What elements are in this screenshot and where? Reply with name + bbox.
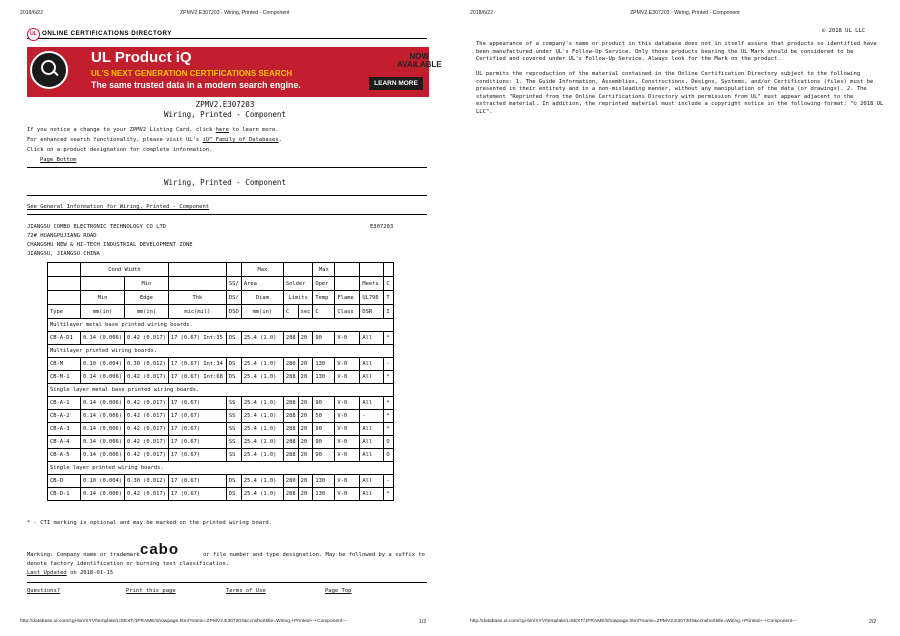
table-row xyxy=(48,488,394,501)
enhanced-post: . xyxy=(278,137,282,143)
disclaimer-line: been manufactured under UL's Follow-Up Service. Only those products bearing the UL Mark should be considered to be xyxy=(476,48,854,55)
learn-more-button[interactable]: LEARN MORE xyxy=(369,77,423,90)
table-cell: 288 xyxy=(283,410,298,423)
section-title: Multilayer metal base printed wiring boards. xyxy=(48,319,394,332)
header-cell xyxy=(384,263,394,277)
table-cell: 17 (0.67) xyxy=(168,410,226,423)
section-title: Single layer metal base printed wiring boards. xyxy=(48,384,394,397)
header-cell: SS/ xyxy=(226,277,241,291)
table-cell: 17 (0.67) Int:34 xyxy=(168,358,226,371)
magnifier-icon xyxy=(30,51,68,89)
banner-title: UL Product iQ xyxy=(91,49,192,66)
header-cell xyxy=(360,263,384,277)
table-cell: 280 xyxy=(283,475,298,488)
table-cell: 25.4 (1.0) xyxy=(241,397,283,410)
header-date: 2018/6/22 xyxy=(470,10,494,16)
header-cell: Thk xyxy=(168,291,226,305)
intro-post: to learn more. xyxy=(232,127,279,133)
enhanced-text: For enhanced search functionality, please visit UL's xyxy=(27,137,200,143)
table-cell: All xyxy=(360,397,384,410)
header-cell: Flame xyxy=(335,291,360,305)
table-cell: 25.4 (1.0) xyxy=(241,488,283,501)
table-cell: * xyxy=(384,371,394,384)
table-cell: - xyxy=(384,358,394,371)
table-cell: 0.10 (0.004) xyxy=(81,358,125,371)
company-name: JIANGSU COMBO ELECTRONIC TECHNOLOGY CO LTD xyxy=(27,224,167,230)
banner-now: NOW xyxy=(409,52,430,61)
table-cell: 0.14 (0.006) xyxy=(81,449,125,462)
table-cell: 288 xyxy=(283,436,298,449)
table-cell: V-0 xyxy=(335,410,360,423)
table-cell: 0.42 (0.017) xyxy=(124,397,168,410)
table-cell: All xyxy=(360,475,384,488)
header-cell: Max xyxy=(241,263,283,277)
questions-link[interactable]: Questions? xyxy=(27,588,61,594)
table-row xyxy=(48,436,394,449)
table-header-row xyxy=(48,263,394,277)
copyright: © 2018 UL LLC xyxy=(822,28,866,34)
header-cell: Area xyxy=(241,277,283,291)
reproduction-line: presented in their entirety and in a non-misleading manner, without any manipulation of the data (or drawings). 2. The xyxy=(476,86,867,93)
table-cell: DS xyxy=(226,488,241,501)
iq-databases-link[interactable]: iQ™ Family of Databases xyxy=(202,137,279,143)
table-cell: All xyxy=(360,371,384,384)
table-cell: 130 xyxy=(313,475,335,488)
table-cell: 17 (0.67) xyxy=(168,488,226,501)
table-cell: 280 xyxy=(283,358,298,371)
table-cell: 0.42 (0.017) xyxy=(124,423,168,436)
table-row xyxy=(48,449,394,462)
reproduction-line: extracted material. In addition, the reprinted material must include a copyright notice in the following format: "© 2018 UL xyxy=(476,101,884,108)
footer-url: http://database.ul.com/cgi-bin/XYV/template/LISEXT/1FRAME/showpage.html?name=ZPMV2.E307203&ccnshorttitle=Wiring,+Printed+-+Component--- xyxy=(470,619,798,624)
file-number: E307203 xyxy=(370,224,394,230)
table-cell: 17 (0.67) xyxy=(168,449,226,462)
table-cell: - xyxy=(360,410,384,423)
header-cell: C xyxy=(384,277,394,291)
intro-text: If you notice a change to your ZPMV2 Listing Card, click xyxy=(27,127,213,133)
table-cell: 25.4 (1.0) xyxy=(241,475,283,488)
header-cell: Oper xyxy=(313,277,335,291)
table-cell: All xyxy=(360,423,384,436)
header-title: ZPMV2.E307203 - Wiring, Printed - Component xyxy=(180,10,290,16)
divider xyxy=(27,167,427,168)
table-cell: 20 xyxy=(298,332,313,345)
header-cell xyxy=(48,277,81,291)
table-cell: All xyxy=(360,358,384,371)
header-cell: UL796 xyxy=(360,291,384,305)
header-cell: Cond Width xyxy=(81,263,169,277)
header-cell xyxy=(226,263,241,277)
header-cell: Diam xyxy=(241,291,283,305)
table-cell: 17 (0.67) xyxy=(168,423,226,436)
table-cell: 288 xyxy=(283,332,298,345)
product-type-link[interactable]: CB-A-4 xyxy=(48,436,81,449)
table-header-row xyxy=(48,277,394,291)
page-top-link[interactable]: Page Top xyxy=(325,588,352,594)
table-cell: V-0 xyxy=(335,436,360,449)
header-cell xyxy=(283,263,313,277)
header-cell: Edge xyxy=(124,291,168,305)
table-cell: 17 (0.67) xyxy=(168,436,226,449)
banner-now-available xyxy=(397,53,442,69)
footer-url: http://database.ul.com/cgi-bin/XYV/template/LISEXT/1FRAME/showpage.html?name=ZPMV2.E307203&ccnshorttitle=Wiring,+Printed+-+Component--- xyxy=(20,619,348,624)
table-cell: DS xyxy=(226,358,241,371)
table-cell: 0.10 (0.004) xyxy=(81,475,125,488)
disclaimer-line: Certified and covered under UL's Follow-Up Service. Always look for the Mark on the product. xyxy=(476,56,781,63)
marking-line xyxy=(27,552,140,558)
header-cell xyxy=(168,277,226,291)
print-page-link[interactable]: Print this page xyxy=(126,588,176,594)
table-cell: V-0 xyxy=(335,475,360,488)
banner-available: AVAILABLE xyxy=(397,60,442,69)
table-cell: - xyxy=(384,475,394,488)
table-cell: 0.14 (0.006) xyxy=(81,332,125,345)
product-iq-banner[interactable] xyxy=(27,47,442,97)
header-cell: DS/ xyxy=(226,291,241,305)
click-instruction: Click on a product designation for complete information. xyxy=(27,147,213,153)
table-cell: 0.42 (0.017) xyxy=(124,436,168,449)
table-cell: 17 (0.67) Int:35 xyxy=(168,332,226,345)
table-cell: 288 xyxy=(283,423,298,436)
intro-line xyxy=(27,127,279,133)
table-cell: DS xyxy=(226,475,241,488)
header-cell xyxy=(335,277,360,291)
table-cell: 20 xyxy=(298,436,313,449)
header-cell: mm(in) xyxy=(241,305,283,319)
product-type-link[interactable]: CB-A-2 xyxy=(48,410,81,423)
table-cell: 17 (0.67) Int:68 xyxy=(168,371,226,384)
table-cell: 90 xyxy=(313,332,335,345)
table-cell: 25.4 (1.0) xyxy=(241,410,283,423)
table-cell: SS xyxy=(226,423,241,436)
table-cell: 0.14 (0.006) xyxy=(81,423,125,436)
table-cell: All xyxy=(360,436,384,449)
table-cell: 0.14 (0.006) xyxy=(81,371,125,384)
company-address-1: 72# HUANGPUJIANG ROAD xyxy=(27,233,97,239)
header-cell: DSR xyxy=(360,305,384,319)
table-cell: O xyxy=(384,449,394,462)
table-cell: V-0 xyxy=(335,423,360,436)
table-row xyxy=(48,397,394,410)
header-cell: sec xyxy=(298,305,313,319)
general-info-link[interactable]: See General Information for Wiring, Printed - Component xyxy=(27,204,210,210)
table-cell: 130 xyxy=(313,371,335,384)
header-cell: Type xyxy=(48,305,81,319)
table-cell: 0.42 (0.017) xyxy=(124,332,168,345)
page-bottom-link[interactable]: Page Bottom xyxy=(40,157,77,163)
header-cell: Limits xyxy=(283,291,313,305)
product-type-link[interactable]: CB-A-5 xyxy=(48,449,81,462)
table-cell: 17 (0.67) xyxy=(168,397,226,410)
table-row xyxy=(48,475,394,488)
header-cell: Meets xyxy=(360,277,384,291)
table-row xyxy=(48,423,394,436)
company-address-3: JIANGSU, JIANGSU CHINA xyxy=(27,251,100,257)
table-cell: * xyxy=(384,488,394,501)
table-cell: 17 (0.67) xyxy=(168,475,226,488)
table-cell: 90 xyxy=(313,449,335,462)
section-row xyxy=(48,384,394,397)
table-cell: 288 xyxy=(283,397,298,410)
marking-post: or file number and type designation. May be followed by a suffix to xyxy=(203,552,425,558)
table-cell: * xyxy=(384,423,394,436)
table-cell: 25.4 (1.0) xyxy=(241,436,283,449)
marking-line-2: denote factory identification or burning test classification. xyxy=(27,561,229,567)
header-cell: mic(mil) xyxy=(168,305,226,319)
section-title: Single layer printed wiring boards. xyxy=(48,462,394,475)
table-cell: SS xyxy=(226,397,241,410)
table-cell: 50 xyxy=(313,410,335,423)
header-cell: Class xyxy=(335,305,360,319)
table-cell: 20 xyxy=(298,475,313,488)
table-cell: 90 xyxy=(313,423,335,436)
section-row xyxy=(48,319,394,332)
table-cell: 25.4 (1.0) xyxy=(241,358,283,371)
header-cell: Temp xyxy=(313,291,335,305)
table-cell: 25.4 (1.0) xyxy=(241,332,283,345)
reproduction-line: UL permits the reproduction of the material contained in the Online Certification Directory subject to the following xyxy=(476,71,861,77)
table-row xyxy=(48,410,394,423)
footer-page-number: 1/2 xyxy=(419,619,427,625)
table-cell: 130 xyxy=(313,358,335,371)
doc-code: ZPMV2.E307203 xyxy=(195,100,255,109)
table-cell: * xyxy=(384,332,394,345)
header-cell: T xyxy=(384,291,394,305)
banner-tagline: The same trusted data in a modern search engine. xyxy=(91,80,301,90)
table-cell: 288 xyxy=(283,371,298,384)
table-cell: 25.4 (1.0) xyxy=(241,371,283,384)
occ-header xyxy=(27,28,427,39)
divider xyxy=(27,582,427,583)
product-type-link[interactable]: CB-M xyxy=(48,358,81,371)
divider xyxy=(27,195,427,196)
table-cell: 0.30 (0.012) xyxy=(124,358,168,371)
table-header-row xyxy=(48,291,394,305)
header-cell xyxy=(81,277,125,291)
terms-of-use-link[interactable]: Terms of Use xyxy=(226,588,266,594)
table-cell: SS xyxy=(226,449,241,462)
product-type-link[interactable]: CB-M-1 xyxy=(48,371,81,384)
header-date: 2018/6/22 xyxy=(20,10,44,16)
header-cell: Max xyxy=(313,263,335,277)
section-title: Multilayer printed wiring boards. xyxy=(48,345,394,358)
table-row xyxy=(48,358,394,371)
cti-footnote: * - CTI marking is optional and may be marked on the printed wiring board. xyxy=(27,520,273,526)
product-type-link[interactable]: CB-A-1 xyxy=(48,397,81,410)
table-cell: All xyxy=(360,488,384,501)
header-title: ZPMV2.E307203 - Wiring, Printed - Component xyxy=(630,10,740,16)
divider xyxy=(27,214,427,215)
here-link[interactable]: here xyxy=(215,127,229,133)
product-type-link[interactable]: CB-A-D1 xyxy=(48,332,81,345)
table-cell: 20 xyxy=(298,371,313,384)
doc-title: Wiring, Printed - Component xyxy=(164,110,286,119)
table-cell: * xyxy=(384,397,394,410)
occ-title[interactable]: ONLINE CERTIFICATIONS DIRECTORY xyxy=(42,30,172,37)
last-updated xyxy=(27,570,113,576)
table-cell: SS xyxy=(226,436,241,449)
table-cell: 20 xyxy=(298,397,313,410)
table-cell: All xyxy=(360,332,384,345)
table-cell: 288 xyxy=(283,488,298,501)
header-cell: mm(in) xyxy=(124,305,168,319)
ul-logo-icon: UL xyxy=(27,28,40,41)
table-cell: O xyxy=(384,436,394,449)
table-cell: 20 xyxy=(298,358,313,371)
product-type-link[interactable]: CB-D xyxy=(48,475,81,488)
table-cell: 0.42 (0.017) xyxy=(124,410,168,423)
table-cell: 0.14 (0.006) xyxy=(81,488,125,501)
table-cell: 0.42 (0.017) xyxy=(124,449,168,462)
header-cell: Solder xyxy=(283,277,313,291)
table-cell: V-0 xyxy=(335,397,360,410)
table-cell: All xyxy=(360,449,384,462)
table-cell: 0.14 (0.006) xyxy=(81,397,125,410)
table-cell: 0.30 (0.012) xyxy=(124,475,168,488)
cabo-logo: cabo xyxy=(140,541,180,558)
last-updated-label[interactable]: Last Updated xyxy=(27,570,67,576)
table-cell: 20 xyxy=(298,449,313,462)
product-type-link[interactable]: CB-D-1 xyxy=(48,488,81,501)
marking-text: Marking: Company name or trademark xyxy=(27,552,140,558)
table-cell: 0.14 (0.006) xyxy=(81,436,125,449)
table-cell: 20 xyxy=(298,488,313,501)
table-cell: V-0 xyxy=(335,449,360,462)
header-cell: I xyxy=(384,305,394,319)
reproduction-line: conditions: 1. The Guide Information, Assemblies, Constructions, Designs, Systems, and/or Certifications (files) must be xyxy=(476,78,874,85)
enhanced-line xyxy=(27,137,282,143)
table-cell: DS xyxy=(226,332,241,345)
reproduction-line: LLC". xyxy=(476,108,493,115)
header-cell: Min xyxy=(81,291,125,305)
banner-subtitle: UL'S NEXT GENERATION CERTIFICATIONS SEARCH xyxy=(91,69,293,78)
header-cell: Min xyxy=(124,277,168,291)
reproduction-paragraph xyxy=(476,71,883,117)
header-cell: C xyxy=(313,305,335,319)
table-row xyxy=(48,371,394,384)
table-cell: 288 xyxy=(283,449,298,462)
table-cell: 20 xyxy=(298,410,313,423)
company-address-2: CHANGSHU NEW & HI-TECH INDUSTRIAL DEVELOPMENT ZONE xyxy=(27,242,193,248)
header-cell: DSO xyxy=(226,305,241,319)
section-row xyxy=(48,345,394,358)
table-cell: 0.42 (0.017) xyxy=(124,488,168,501)
footer-page-number: 2/2 xyxy=(869,619,877,625)
table-cell: 0.14 (0.006) xyxy=(81,410,125,423)
header-cell: C xyxy=(283,305,298,319)
table-cell: 25.4 (1.0) xyxy=(241,449,283,462)
disclaimer-line: The appearance of a company's name or product in this database does not in itself assure that products so identified have xyxy=(476,41,877,47)
table-cell: 130 xyxy=(313,488,335,501)
table-header-row xyxy=(48,305,394,319)
table-cell: V-0 xyxy=(335,358,360,371)
table-cell: 90 xyxy=(313,436,335,449)
last-updated-value: on 2018-01-15 xyxy=(70,570,114,576)
section-row xyxy=(48,462,394,475)
table-cell: V-0 xyxy=(335,488,360,501)
table-cell: V-0 xyxy=(335,371,360,384)
product-table xyxy=(47,262,394,501)
table-cell: * xyxy=(384,410,394,423)
header-cell xyxy=(48,263,81,277)
header-cell xyxy=(335,263,360,277)
table-cell: 0.42 (0.017) xyxy=(124,371,168,384)
disclaimer-paragraph xyxy=(476,41,877,64)
header-cell xyxy=(48,291,81,305)
page-2 xyxy=(450,0,900,636)
table-cell: V-0 xyxy=(335,332,360,345)
header-cell xyxy=(168,263,226,277)
section-title: Wiring, Printed - Component xyxy=(164,178,286,187)
reproduction-line: statement "Reprinted from the Online Certifications Directory with permission from UL" must appear adjacent to the xyxy=(476,93,854,100)
header-cell: mm(in) xyxy=(81,305,125,319)
product-type-link[interactable]: CB-A-3 xyxy=(48,423,81,436)
table-cell: 20 xyxy=(298,423,313,436)
table-cell: DS xyxy=(226,371,241,384)
table-row xyxy=(48,332,394,345)
table-cell: 25.4 (1.0) xyxy=(241,423,283,436)
table-cell: 90 xyxy=(313,397,335,410)
table-cell: SS xyxy=(226,410,241,423)
